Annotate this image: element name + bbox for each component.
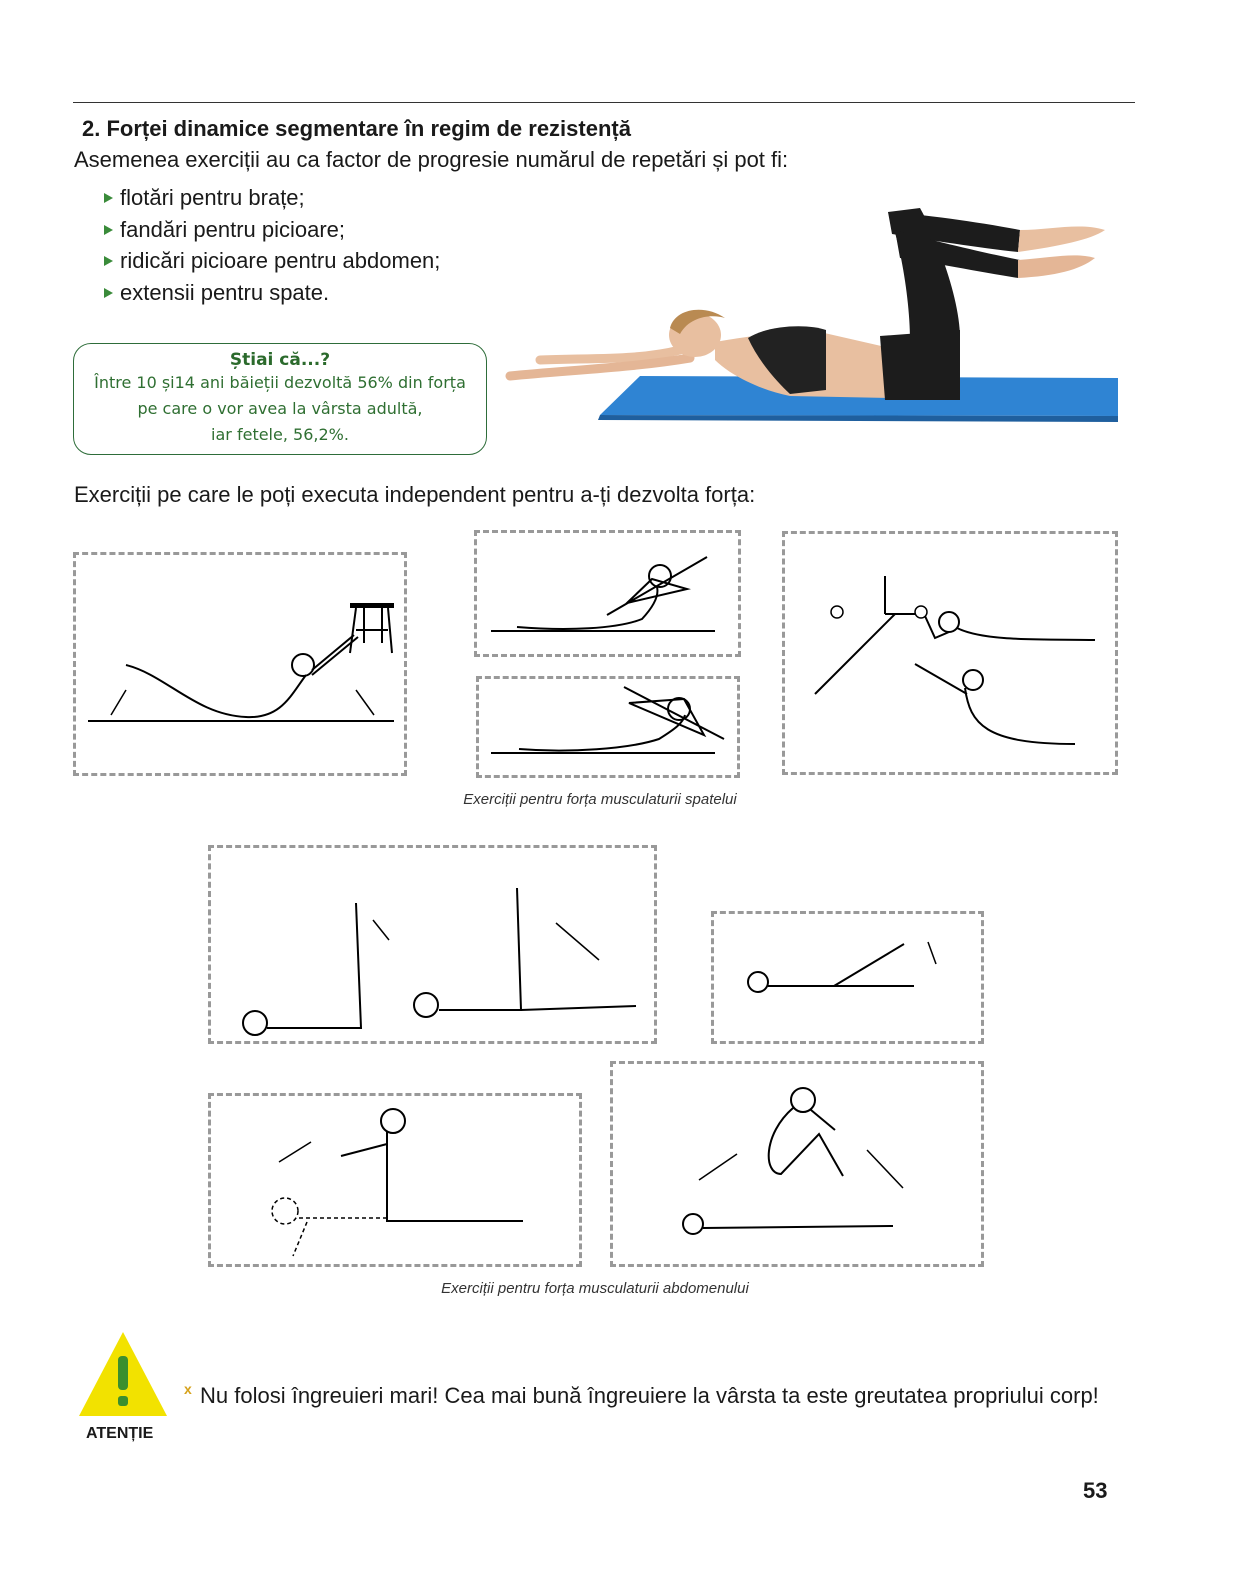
exercise-photo <box>490 200 1120 425</box>
did-you-know-line: Între 10 și14 ani băieții dezvoltă 56% din forța <box>94 373 466 392</box>
bullet-triangle-icon <box>104 193 113 203</box>
bullet-triangle-icon <box>104 256 113 266</box>
abs-exercise-box-4 <box>610 1061 984 1267</box>
exercises-intro: Exerciții pe care le poți executa independent pentru a-ți dezvolta forța: <box>74 482 756 507</box>
did-you-know-box <box>73 343 487 455</box>
abs-exercise-figure <box>211 1096 579 1264</box>
abs-exercise-box-3 <box>208 1093 582 1267</box>
did-you-know-line: iar fetele, 56,2%. <box>211 425 349 444</box>
list-item: fandări pentru picioare; <box>104 214 440 246</box>
did-you-know-title: Știai că...? <box>229 350 331 370</box>
abs-exercise-figure <box>211 848 654 1041</box>
back-exercise-box-3 <box>476 676 740 778</box>
abs-exercise-figure <box>613 1064 981 1264</box>
list-item: extensii pentru spate. <box>104 277 440 309</box>
list-item: ridicări picioare pentru abdomen; <box>104 245 440 277</box>
list-item: flotări pentru brațe; <box>104 182 440 214</box>
back-exercise-box-2 <box>474 530 741 657</box>
section-intro: Asemenea exerciții au ca factor de progresie numărul de repetări și pot fi: <box>74 147 789 172</box>
top-rule <box>73 102 1135 103</box>
abs-exercise-figure <box>714 914 981 1041</box>
back-exercise-figure <box>477 533 738 654</box>
did-you-know-line: pe care o vor avea la vârsta adultă, <box>137 399 423 418</box>
warning-label: ATENȚIE <box>86 1425 154 1442</box>
exercise-bullet-list <box>104 182 440 308</box>
back-exercise-box-4 <box>782 531 1118 775</box>
back-exercise-box-1 <box>73 552 407 776</box>
bullet-triangle-icon <box>104 225 113 235</box>
section-heading: 2. Forței dinamice segmentare în regim de rezistență <box>82 116 631 141</box>
abs-exercise-box-2 <box>711 911 984 1044</box>
back-exercise-figure <box>479 679 737 775</box>
abs-exercise-box-1 <box>208 845 657 1044</box>
warning-text: Nu folosi îngreuieri mari! Cea mai bună îngreuiere la vârsta ta este greutatea propriului corp! <box>200 1383 1099 1408</box>
back-exercises-caption: Exerciții pentru forța musculaturii spatelui <box>463 791 737 808</box>
abs-exercises-caption: Exerciții pentru forța musculaturii abdomenului <box>441 1280 749 1297</box>
page-number: 53 <box>1083 1478 1108 1503</box>
bullet-triangle-icon <box>104 288 113 298</box>
back-exercise-figure <box>76 555 404 773</box>
back-exercise-figure <box>785 534 1115 772</box>
warning-triangle-icon <box>77 1330 169 1418</box>
bullet-x-icon: x <box>184 1381 192 1397</box>
